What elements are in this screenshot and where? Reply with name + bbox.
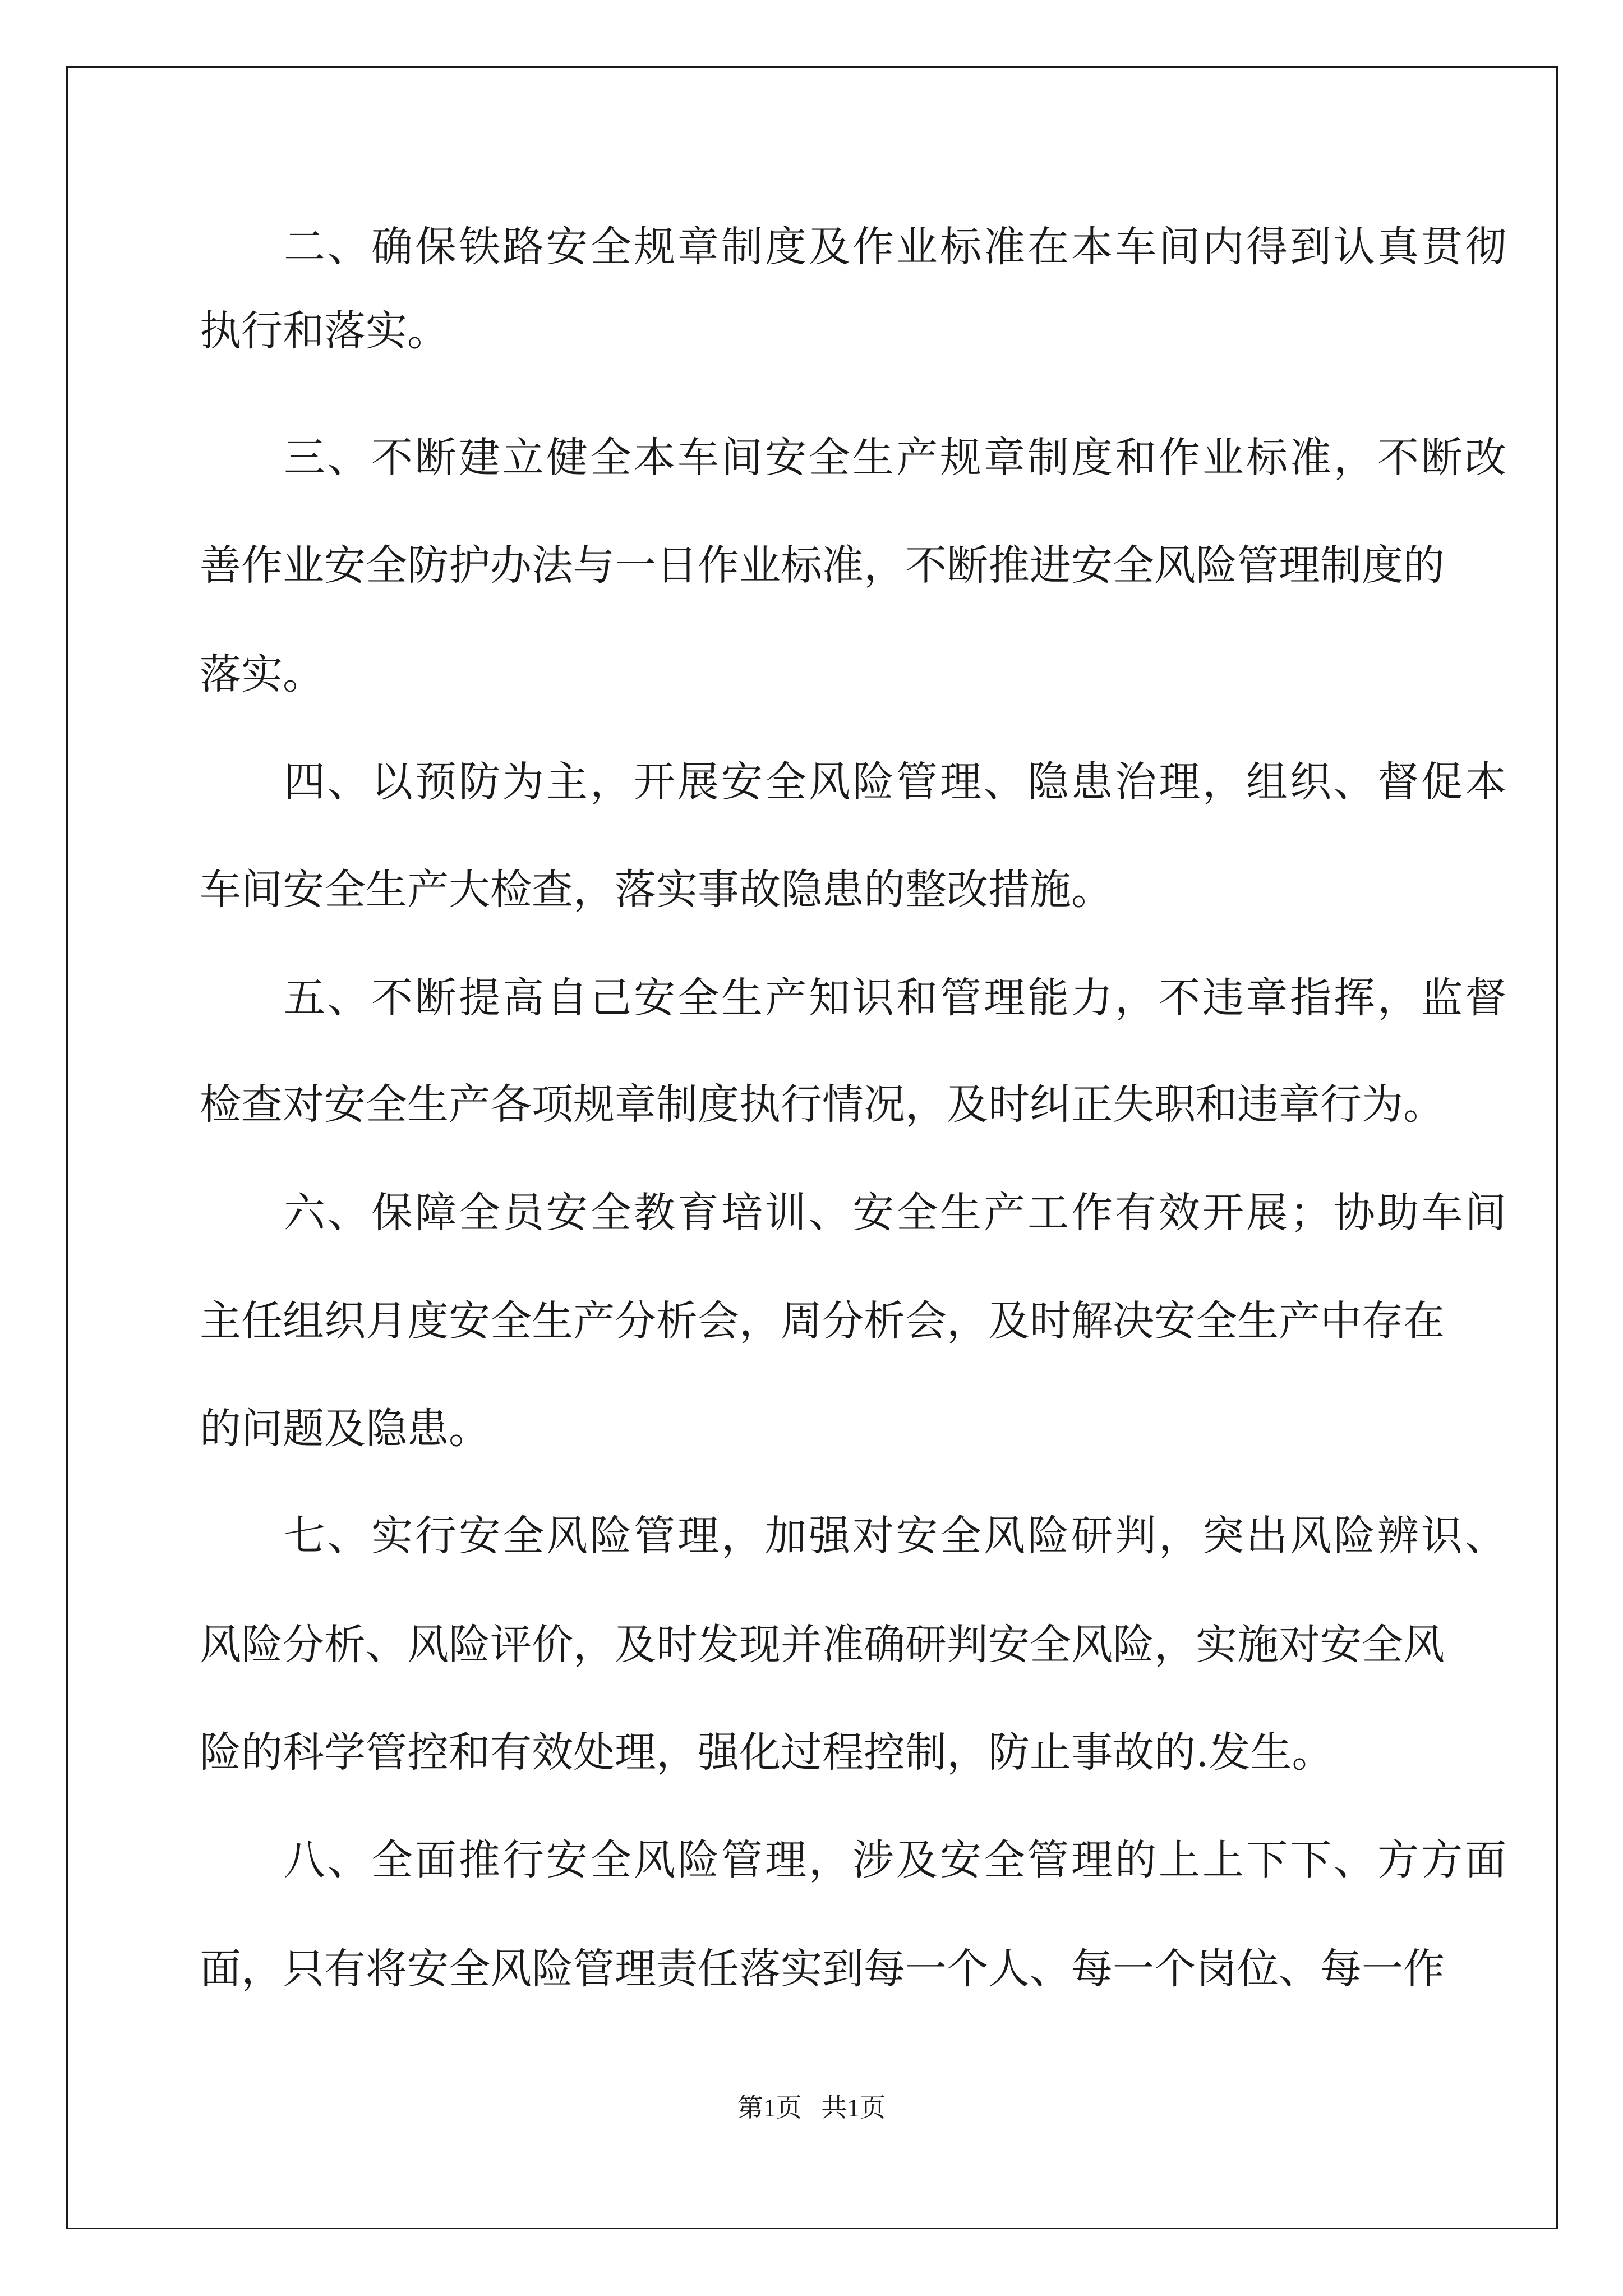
paragraph-6-line-1: 七、实行安全风险管理，加强对安全风险研判，突出风险辨识、 xyxy=(284,1512,1506,1560)
paragraph-7-line-1: 八、全面推行安全风险管理，涉及安全管理的上上下下、方方面 xyxy=(284,1836,1506,1884)
paragraph-4-line-2: 检查对安全生产各项规章制度执行情况，及时纠正失职和违章行为。 xyxy=(200,1080,1445,1129)
paragraph-1-line-2: 执行和落实。 xyxy=(200,307,449,355)
paragraph-5-line-2: 主任组织月度安全生产分析会，周分析会，及时解决安全生产中存在 xyxy=(200,1297,1445,1345)
paragraph-6-line-2: 风险分析、风险评价，及时发现并准确研判安全风险，实施对安全风 xyxy=(200,1621,1445,1669)
page-number-total: 共1页 xyxy=(821,2093,886,2122)
paragraph-5-line-1: 六、保障全员安全教育培训、安全生产工作有效开展；协助车间 xyxy=(284,1189,1506,1237)
paragraph-6-line-3: 险的科学管控和有效处理，强化过程控制，防止事故的.发生。 xyxy=(200,1728,1334,1777)
paragraph-4-line-1: 五、不断提高自己安全生产知识和管理能力，不违章指挥，监督 xyxy=(284,974,1506,1022)
paragraph-3-line-2: 车间安全生产大检查，落实事故隐患的整改措施。 xyxy=(200,866,1113,914)
paragraph-1-line-1: 二、确保铁路安全规章制度及作业标准在本车间内得到认真贯彻 xyxy=(284,223,1506,271)
paragraph-2-line-2: 善作业安全防护办法与一日作业标准，不断推进安全风险管理制度的 xyxy=(200,541,1445,590)
paragraph-2-line-3: 落实。 xyxy=(200,650,324,698)
page-number-current: 第1页 xyxy=(737,2093,802,2122)
paragraph-3-line-1: 四、以预防为主，开展安全风险管理、隐患治理，组织、督促本 xyxy=(284,758,1506,806)
page-border xyxy=(66,66,1558,2229)
paragraph-5-line-3: 的问题及隐患。 xyxy=(200,1405,490,1453)
page-footer xyxy=(0,2091,1623,2125)
paragraph-7-line-2: 面，只有将安全风险管理责任落实到每一个人、每一个岗位、每一作 xyxy=(200,1945,1445,1993)
paragraph-2-line-1: 三、不断建立健全本车间安全生产规章制度和作业标准，不断改 xyxy=(284,434,1506,482)
